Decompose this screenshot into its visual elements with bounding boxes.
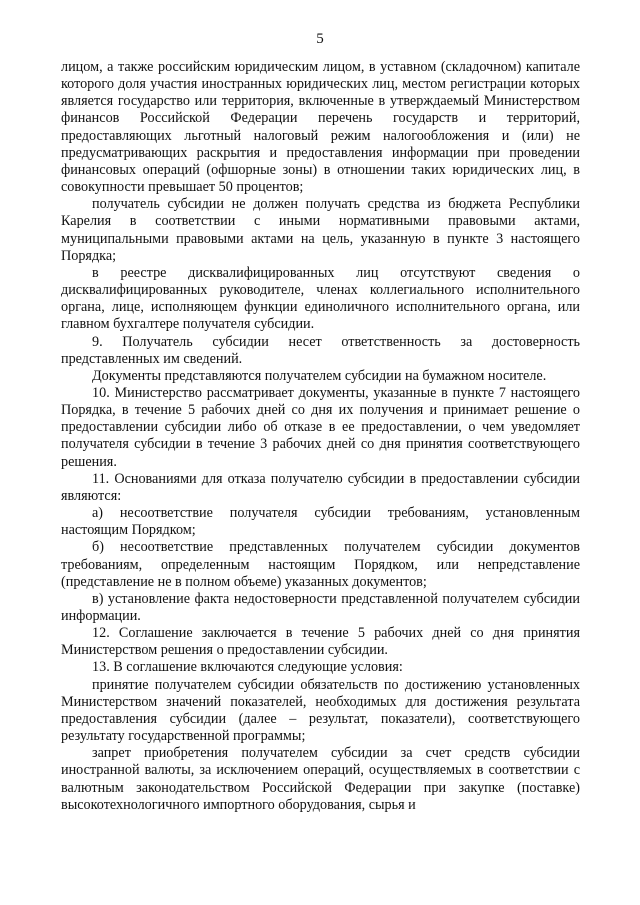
paragraph-item-10: 10. Министерство рассматривает документы, указанные в пункте 7 настоящего Порядка, в течение 5 рабочих дней со дня их получения и принимает решение о предоставлении субсидии либо об отказе в ее предоставлении, о чем уведомляет получателя субсидии в течение 3 рабочих дней со дня принятия соответствующего решения. bbox=[61, 384, 580, 470]
paragraph-item-11a: а) несоответствие получателя субсидии требованиям, установленным настоящим Порядком; bbox=[61, 505, 580, 539]
paragraph-continuation: лицом, а также российским юридическим лицом, в уставном (складочном) капитале которого доля участия иностранных юридических лиц, местом регистрации которых является государство или территория, включенные в утверждаемый Министерством финансов Российской Федерации перечень государств и территорий, предоставляющих льготный налоговый режим налогообложения и (или) не предусматривающих раскрытия и предоставления информации при проведении финансовых операций (офшорные зоны) в отношении таких юридических лиц, в совокупности превышает 50 процентов; bbox=[61, 59, 580, 196]
paragraph-disqualified-registry: в реестре дисквалифицированных лиц отсутствуют сведения о дисквалифицированных руководителе, членах коллегиального исполнительного органа, лице, исполняющем функции единоличного исполнительного органа, или главном бухгалтере получателя субсидии. bbox=[61, 264, 580, 333]
paragraph-item-13: 13. В соглашение включаются следующие условия: bbox=[92, 659, 403, 676]
paragraph-paper-documents: Документы представляются получателем субсидии на бумажном носителе. bbox=[92, 367, 547, 384]
document-body bbox=[61, 59, 580, 814]
paragraph-item-11: 11. Основаниями для отказа получателю субсидии в предоставлении субсидии являются: bbox=[61, 470, 580, 504]
paragraph-currency-ban: запрет приобретения получателем субсидии за счет средств субсидии иностранной валюты, за исключением операций, осуществляемых в соответствии с валютным законодательством Российской Федерации при закупке (поставке) высокотехнологичного импортного оборудования, сырья и bbox=[61, 745, 580, 813]
page-number: 5 bbox=[316, 31, 324, 47]
paragraph-item-12: 12. Соглашение заключается в течение 5 рабочих дней со дня принятия Министерством решения о предоставлении субсидии. bbox=[61, 625, 580, 659]
paragraph-item-9: 9. Получатель субсидии несет ответственность за достоверность представленных им сведений. bbox=[61, 333, 580, 367]
paragraph-item-11v: в) установление факта недостоверности представленной получателем субсидии информации. bbox=[61, 590, 580, 624]
paragraph-item-11b: б) несоответствие представленных получателем субсидии документов требованиям, определенным настоящим Порядком, или непредставление (представление не в полном объеме) указанных документов; bbox=[61, 539, 580, 590]
paragraph-obligations: принятие получателем субсидии обязательств по достижению установленных Министерством значений показателей, необходимых для достижения результата предоставления субсидии (далее – результат, показатели), соответствующего результату государственной программы; bbox=[61, 676, 580, 745]
paragraph-budget-funds: получатель субсидии не должен получать средства из бюджета Республики Карелия в соответствии с иными нормативными правовыми актами, муниципальными правовыми актами на цель, указанную в пункте 3 настоящего Порядка; bbox=[61, 196, 580, 264]
